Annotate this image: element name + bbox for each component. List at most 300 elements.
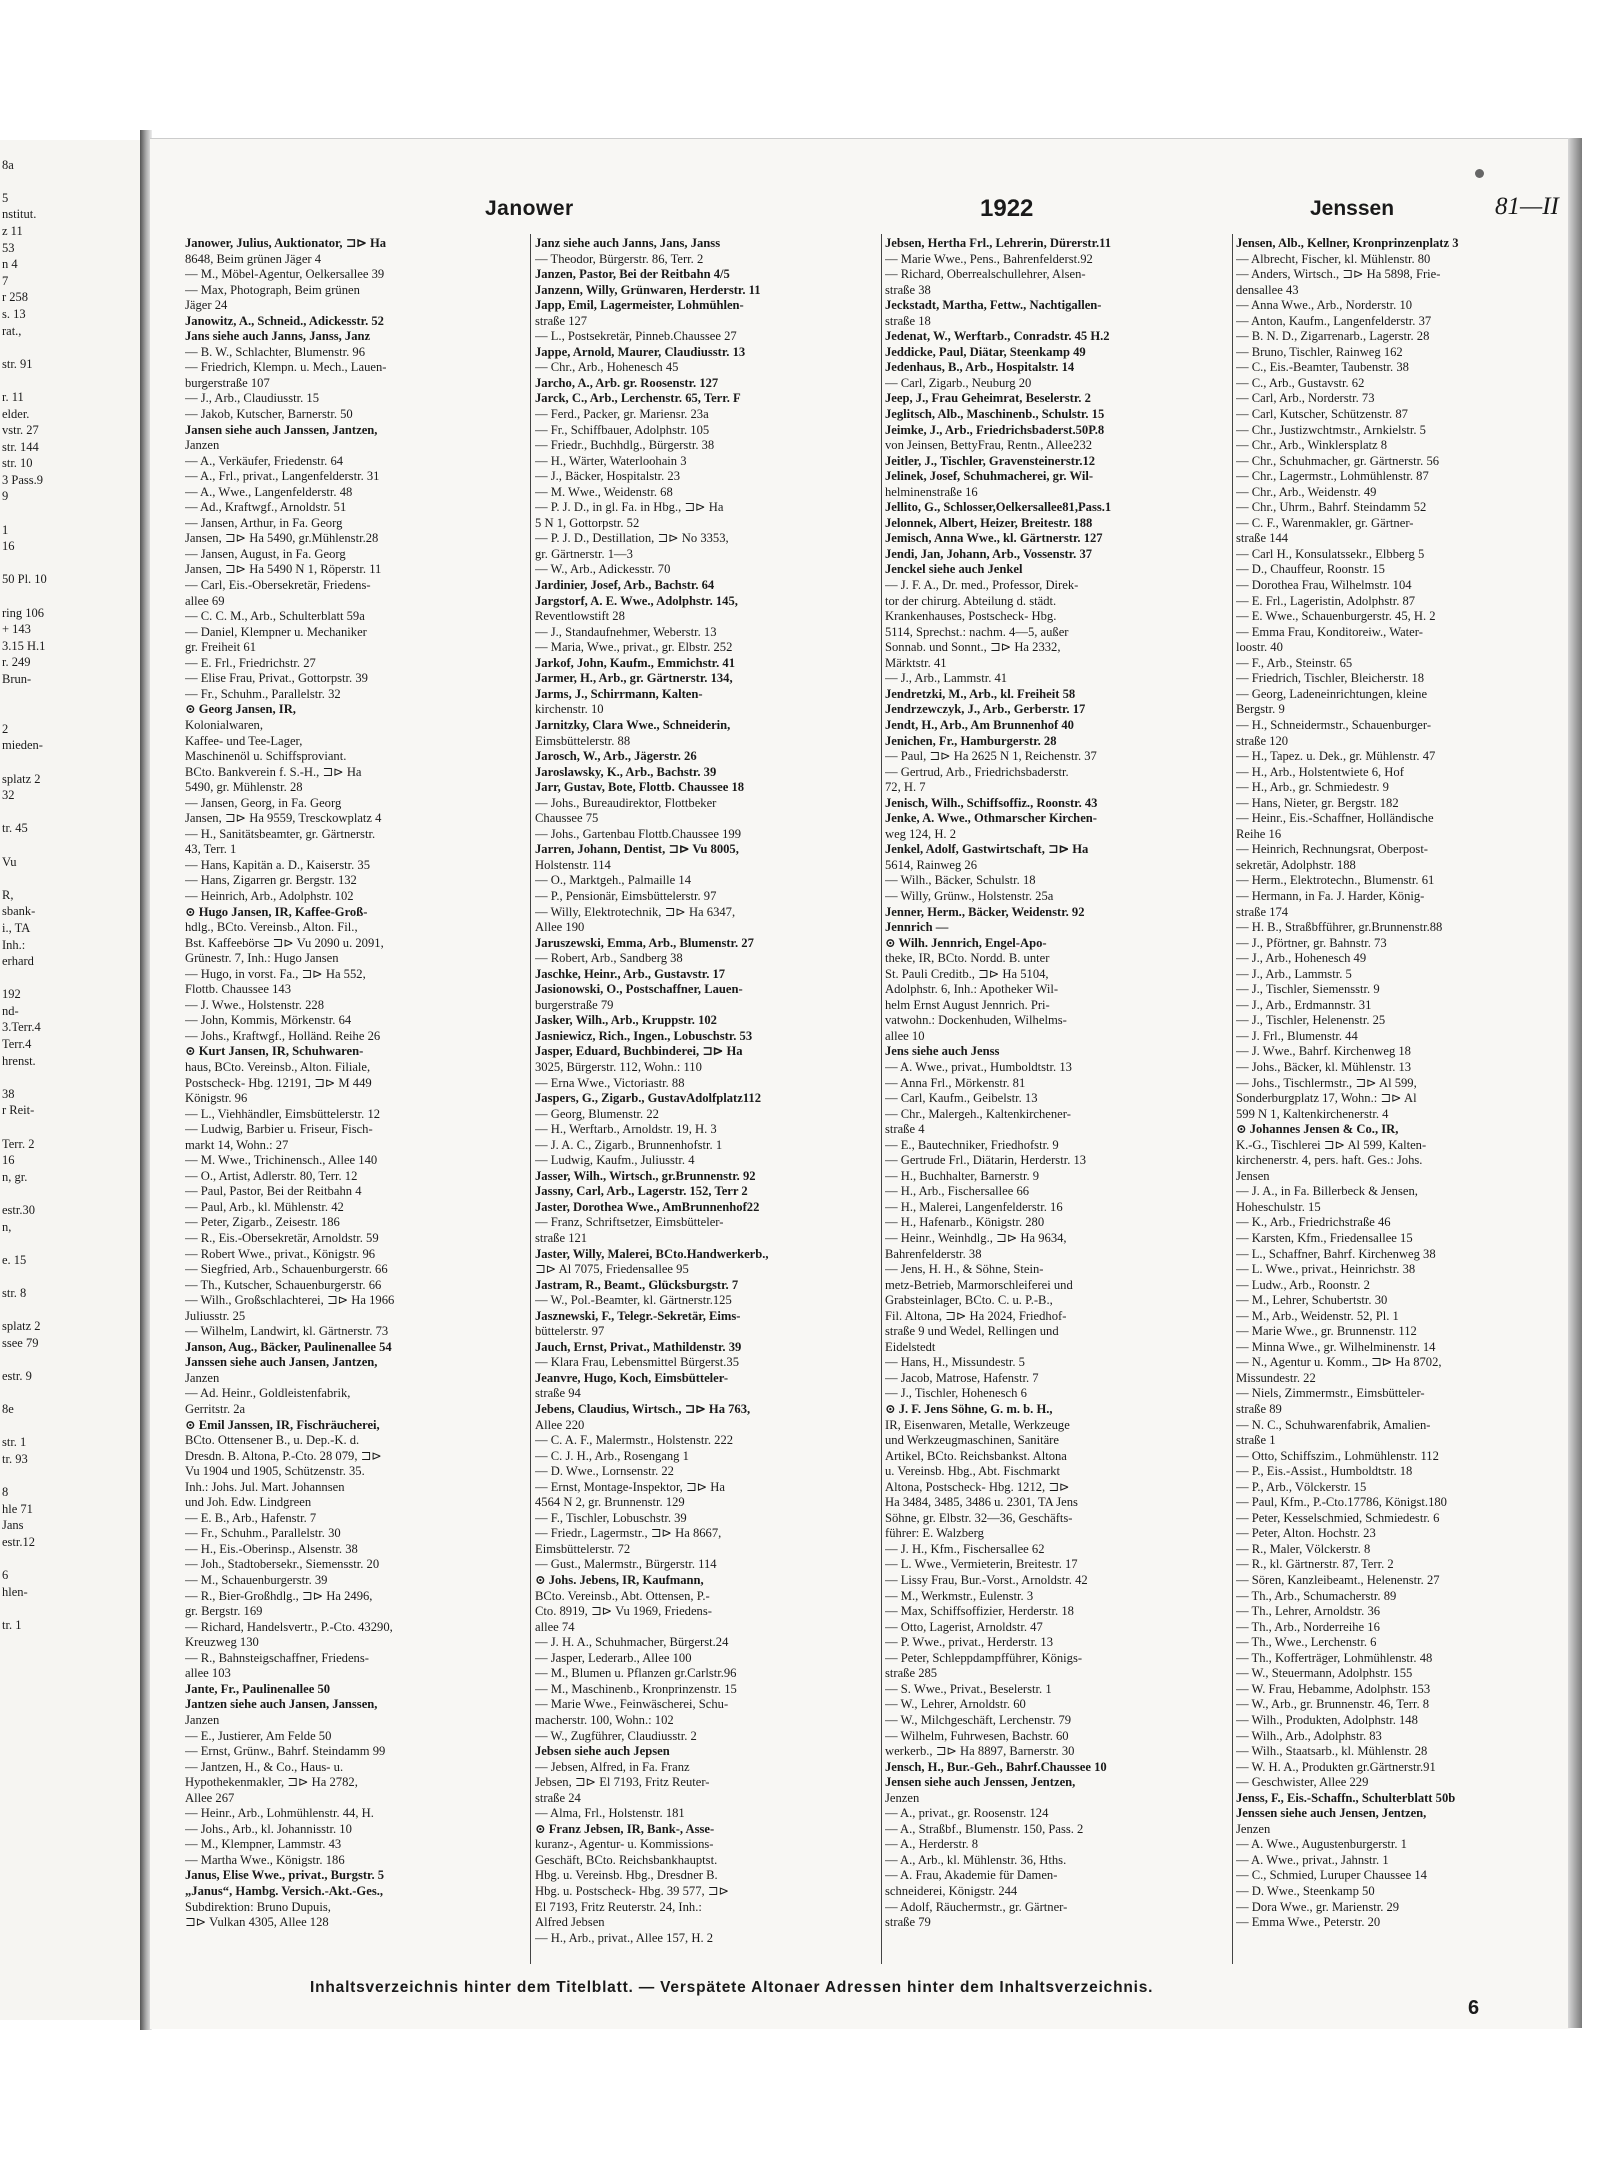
directory-entry-line: — J., Tischler, Hohenesch 6 bbox=[885, 1386, 1027, 1401]
left-fragment-line: Brun- bbox=[2, 672, 32, 686]
directory-entry-line: Jenkel, Adolf, Gastwirtschaft, ⊐⊳ Ha bbox=[885, 842, 1089, 857]
directory-entry-line: Ha 3484, 3485, 3486 u. 2301, TA Jens bbox=[885, 1495, 1078, 1510]
directory-entry-line: Jelonnek, Albert, Heizer, Breitestr. 188 bbox=[885, 515, 1093, 530]
directory-entry-line: — J., Arb., Erdmannstr. 31 bbox=[1236, 997, 1372, 1012]
directory-entry-line: Jappe, Arnold, Maurer, Claudiusstr. 13 bbox=[535, 344, 746, 359]
directory-entry-line: — N., Agentur u. Komm., ⊐⊳ Ha 8702, bbox=[1236, 1355, 1442, 1370]
directory-entry-line: — Marie Wwe., Pens., Bahrenfelderst.92 bbox=[885, 251, 1093, 266]
directory-entry-line: — M. Wwe., Trichinensch., Allee 140 bbox=[185, 1153, 378, 1168]
directory-entry-line: — O., Artist, Adlerstr. 80, Terr. 12 bbox=[185, 1168, 358, 1183]
directory-entry-line: Jebsen, ⊐⊳ El 7193, Fritz Reuter- bbox=[535, 1775, 710, 1790]
directory-entry-line: — Hans, H., Missundestr. 5 bbox=[885, 1355, 1025, 1370]
directory-entry-line: BCto. Ottensener B., u. Dep.-K. d. bbox=[185, 1433, 360, 1448]
directory-entry-line: — Johs., Arb., kl. Johannisstr. 10 bbox=[185, 1821, 352, 1836]
directory-entry-line: — Fr., Schuhm., Parallelstr. 30 bbox=[185, 1526, 341, 1541]
directory-entry-line: straße 1 bbox=[1236, 1433, 1276, 1448]
left-fragment-line: i., TA bbox=[2, 920, 31, 935]
directory-entry-line: Gerritstr. 2a bbox=[185, 1402, 246, 1417]
directory-entry-line: Allee 220 bbox=[535, 1417, 585, 1432]
left-fragment-line bbox=[0, 870, 140, 887]
left-fragment-line: str. 1 bbox=[2, 1435, 27, 1450]
directory-entry-line: — W., Arb., Adickesstr. 70 bbox=[535, 562, 671, 577]
directory-entry-line: Jensen bbox=[1236, 1168, 1270, 1183]
directory-entry-line: — A., Verkäufer, Friedenstr. 64 bbox=[185, 453, 344, 468]
directory-entry-line: Janzen bbox=[185, 1370, 220, 1385]
directory-entry-line: Kaffee- und Tee-Lager, bbox=[185, 733, 303, 748]
directory-entry-line: — Wilh., Arb., Adolphstr. 83 bbox=[1236, 1728, 1382, 1743]
directory-entry-line: — Heinrich, Rechnungsrat, Oberpost- bbox=[1236, 842, 1429, 857]
directory-entry-line: — Hans, Kapitän a. D., Kaiserstr. 35 bbox=[185, 857, 371, 872]
left-fragment-line: hle 71 bbox=[2, 1501, 33, 1516]
directory-entry-line: Jendrzewczyk, J., Arb., Gerberstr. 17 bbox=[885, 702, 1086, 717]
left-fragment-line: tr. 1 bbox=[2, 1617, 22, 1632]
directory-entry-line: ⊙ Georg Jansen, IR, bbox=[185, 702, 296, 717]
directory-entry-line: — Jakob, Kutscher, Barnerstr. 50 bbox=[185, 407, 353, 422]
directory-entry-line: — Jacob, Matrose, Hafenstr. 7 bbox=[885, 1370, 1039, 1385]
directory-entry-line: ⊙ Wilh. Jennrich, Engel-Apo- bbox=[885, 935, 1047, 950]
directory-entry-line: 4564 N 2, gr. Brunnenstr. 129 bbox=[535, 1495, 685, 1510]
directory-entry-line: — J. H., Kfm., Fischersallee 62 bbox=[885, 1541, 1045, 1556]
directory-entry-line: BCto. Bankverein f. S.-H., ⊐⊳ Ha bbox=[185, 764, 362, 779]
directory-entry-line: Jedenhaus, B., Arb., Hospitalstr. 14 bbox=[885, 360, 1075, 375]
directory-entry-line: theke, IR, BCto. Nordd. B. unter bbox=[885, 951, 1050, 966]
directory-entry-line: Jarms, J., Schirrmann, Kalten- bbox=[535, 686, 703, 701]
left-fragment-line: R, bbox=[2, 887, 14, 902]
directory-entry-line: straße 174 bbox=[1236, 904, 1289, 919]
directory-entry-line: Jaruszewski, Emma, Arb., Blumenstr. 27 bbox=[535, 935, 754, 950]
left-fragment-line: r Reit- bbox=[2, 1103, 35, 1118]
directory-entry-line: „Janus“, Hambg. Versich.-Akt.-Ges., bbox=[185, 1883, 384, 1898]
left-fragment-line: 3.15 H.1 bbox=[2, 638, 46, 653]
left-fragment-line: hlen- bbox=[2, 1584, 28, 1599]
directory-entry-line: Janzen bbox=[185, 1712, 220, 1727]
directory-entry-line: — Th., Wwe., Lerchenstr. 6 bbox=[1236, 1635, 1377, 1650]
header-right-keyword: Jenssen bbox=[1310, 197, 1395, 220]
footer-note: Inhaltsverzeichnis hinter dem Titelblatt. — Verspätete Altonaer Adressen hinter dem Inhaltsverzeichnis. bbox=[310, 1979, 1154, 1996]
directory-entry-line: — Johs., Bureaudirektor, Flottbeker bbox=[535, 795, 717, 810]
directory-entry-line: — A. Wwe., Augustenburgerstr. 1 bbox=[1236, 1837, 1407, 1852]
directory-entry-line: — J., Standaufnehmer, Weberstr. 13 bbox=[535, 624, 717, 639]
directory-entry-line: — E. Wwe., Schauenburgerstr. 45, H. 2 bbox=[1236, 609, 1436, 624]
left-fragment-line: 53 bbox=[2, 240, 15, 255]
directory-entry-line: — Th., Kofferträger, Lohmühlenstr. 48 bbox=[1236, 1650, 1433, 1665]
directory-entry-line: ⊐⊳ Al 7075, Friedensallee 95 bbox=[535, 1262, 689, 1277]
directory-entry-line: allee 103 bbox=[185, 1666, 231, 1681]
directory-entry-line: — Friedr., Lagermstr., ⊐⊳ Ha 8667, bbox=[535, 1526, 722, 1541]
directory-entry-line: — Emma Wwe., Peterstr. 20 bbox=[1236, 1915, 1381, 1930]
directory-entry-line: Jebens, Claudius, Wirtsch., ⊐⊳ Ha 763, bbox=[535, 1402, 751, 1417]
directory-entry-line: — H., Arb., Fischersallee 66 bbox=[885, 1184, 1030, 1199]
left-fragment-line: sbank- bbox=[2, 904, 36, 919]
directory-entry-line: macherstr. 100, Wohn.: 102 bbox=[535, 1712, 674, 1727]
directory-entry-line: — C. A. F., Malermstr., Holstenstr. 222 bbox=[535, 1433, 734, 1448]
left-fragment-line bbox=[0, 837, 140, 854]
left-fragment-line: elder. bbox=[2, 406, 30, 421]
directory-entry-line: — Georg, Blumenstr. 22 bbox=[535, 1106, 659, 1121]
left-fragment-line: 1 bbox=[2, 522, 9, 537]
directory-entry-line: — Sören, Kanzleibeamt., Helenenstr. 27 bbox=[1236, 1573, 1440, 1588]
directory-entry-line: — Fr., Schuhm., Parallelstr. 32 bbox=[185, 686, 341, 701]
directory-entry-line: straße 89 bbox=[1236, 1402, 1282, 1417]
directory-entry-line: Jeddicke, Paul, Diätar, Steenkamp 49 bbox=[885, 344, 1086, 359]
directory-entry-line: burgerstraße 107 bbox=[185, 375, 270, 390]
page-edge bbox=[1568, 138, 1582, 2028]
directory-entry-line: densallee 43 bbox=[1236, 282, 1299, 297]
directory-entry-line: Jensch, H., Bur.-Geh., Bahrf.Chaussee 10 bbox=[885, 1759, 1107, 1774]
directory-entry-line: Jendi, Jan, Johann, Arb., Vossenstr. 37 bbox=[885, 546, 1093, 561]
directory-entry-line: — Heinr., Eis.-Schaffner, Holländische bbox=[1236, 811, 1434, 826]
directory-entry-line: — Joh., Stadtobersekr., Siemensstr. 20 bbox=[185, 1557, 380, 1572]
directory-entry-line: — A., Frl., privat., Langenfelderstr. 31 bbox=[185, 469, 380, 484]
left-fragment-line: s. 13 bbox=[2, 306, 26, 321]
directory-entry-line: — Heinr., Weinhdlg., ⊐⊳ Ha 9634, bbox=[885, 1231, 1067, 1245]
directory-entry-line: — W., Arb., gr. Brunnenstr. 46, Terr. 8 bbox=[1236, 1697, 1430, 1712]
directory-entry-line: Jastram, R., Beamt., Glücksburgstr. 7 bbox=[535, 1277, 739, 1292]
directory-entry-line: sekretär, Adolphstr. 188 bbox=[1236, 857, 1356, 872]
directory-entry-line: — A. Wwe., privat., Humboldtstr. 13 bbox=[885, 1059, 1072, 1074]
directory-entry-line: — W. H. A., Produkten gr.Gärtnerstr.91 bbox=[1236, 1759, 1436, 1774]
directory-entry-line: Janson, Aug., Bäcker, Paulinenallee 54 bbox=[185, 1339, 392, 1354]
directory-entry-line: Jansen, ⊐⊳ Ha 9559, Tresckowplatz 4 bbox=[185, 811, 382, 826]
directory-entry-line: Jarcho, A., Arb. gr. Roosenstr. 127 bbox=[535, 375, 719, 390]
directory-entry-line: — Klara Frau, Lebensmittel Bürgerst.35 bbox=[535, 1355, 740, 1370]
directory-entry-line: — C. F., Warenmakler, gr. Gärtner- bbox=[1236, 515, 1414, 530]
directory-entry-line: Chaussee 75 bbox=[535, 811, 599, 826]
directory-entry-line: Janzen bbox=[185, 438, 220, 453]
left-fragment-line: mieden- bbox=[2, 738, 43, 753]
directory-entry-line: — E. B., Arb., Hafenstr. 7 bbox=[185, 1510, 317, 1525]
directory-entry-line: Janus, Elise Wwe., privat., Burgstr. 5 bbox=[185, 1868, 385, 1883]
left-fragment-line: r. 11 bbox=[2, 389, 24, 404]
directory-entry-line: Krankenhauses, Postscheck- Hbg. bbox=[885, 609, 1057, 624]
directory-entry-line: — W., Milchgeschäft, Lerchenstr. 79 bbox=[885, 1712, 1072, 1727]
directory-entry-line: Sonnab. und Sonnt., ⊐⊳ Ha 2332, bbox=[885, 640, 1061, 655]
directory-entry-line: — Elise Frau, Privat., Gottorpstr. 39 bbox=[185, 671, 368, 686]
directory-entry-line: — Karsten, Kfm., Friedensallee 15 bbox=[1236, 1231, 1413, 1245]
left-fragment-line: 32 bbox=[2, 788, 15, 803]
directory-entry-line: Cto. 8919, ⊐⊳ Vu 1969, Friedens- bbox=[535, 1604, 712, 1619]
directory-entry-line: — Alma, Frl., Holstenstr. 181 bbox=[535, 1806, 685, 1821]
directory-entry-line: — W., Steuermann, Adolphstr. 155 bbox=[1236, 1666, 1413, 1681]
directory-entry-line: — Th., Kutscher, Schauenburgerstr. 66 bbox=[185, 1277, 382, 1292]
directory-entry-line: — Jansen, Georg, in Fa. Georg bbox=[185, 795, 342, 810]
directory-entry-line: — M., Lehrer, Schubertstr. 30 bbox=[1236, 1293, 1388, 1308]
directory-entry-line: Hoheschulstr. 15 bbox=[1236, 1199, 1321, 1214]
directory-entry-line: — A., Arb., kl. Mühlenstr. 36, Hths. bbox=[885, 1852, 1067, 1867]
directory-entry-line: — W., Zugführer, Claudiusstr. 2 bbox=[535, 1728, 697, 1743]
directory-entry-line: straße 38 bbox=[885, 282, 931, 297]
left-fragment-line: estr.12 bbox=[2, 1534, 35, 1549]
left-fragment-line: 38 bbox=[2, 1086, 15, 1101]
directory-entry-line: straße 285 bbox=[885, 1666, 938, 1681]
directory-entry-line: — F., Tischler, Lobuschstr. 39 bbox=[535, 1510, 687, 1525]
left-fragment-line: 3.Terr.4 bbox=[2, 1020, 41, 1035]
directory-entry-line: — H., Arb., Holstentwiete 6, Hof bbox=[1236, 764, 1404, 779]
directory-entry-line: Dresdn. B. Altona, P.-Cto. 28 079, ⊐⊳ bbox=[185, 1448, 382, 1463]
directory-entry-line: — L., Viehhändler, Eimsbüttelerstr. 12 bbox=[185, 1106, 381, 1121]
directory-page bbox=[150, 138, 1570, 2029]
directory-entry-line: ⊙ Johannes Jensen & Co., IR, bbox=[1236, 1122, 1399, 1137]
directory-entry-line: Jardinier, Josef, Arb., Bachstr. 64 bbox=[535, 578, 715, 593]
sheet-number: 6 bbox=[1468, 1997, 1480, 2019]
directory-entry-line: gr. Gärtnerstr. 1—3 bbox=[535, 546, 633, 561]
directory-entry-line: — H., Arb., gr. Schmiedestr. 9 bbox=[1236, 780, 1389, 795]
directory-entry-line: — Richard, Oberrealschullehrer, Alsen- bbox=[885, 267, 1086, 282]
left-fragment-line bbox=[0, 704, 140, 721]
directory-entry-line: Jeep, J., Frau Geheimrat, Beselerstr. 2 bbox=[885, 391, 1091, 406]
directory-entry-line: Juliusstr. 25 bbox=[185, 1308, 246, 1323]
directory-entry-line: hdlg., BCto. Vereinsb., Alton. Fil., bbox=[185, 920, 358, 935]
directory-entry-line: — Peter, Alton. Hochstr. 23 bbox=[1236, 1526, 1376, 1541]
directory-entry-line: — Willy, Elektrotechnik, ⊐⊳ Ha 6347, bbox=[535, 904, 736, 919]
header-page-number: 81—II bbox=[1495, 193, 1559, 220]
directory-entry-line: — M., Blumen u. Pflanzen gr.Carlstr.96 bbox=[535, 1666, 737, 1681]
directory-entry-line: Jellito, G., Schlosser,Oelkersallee81,Pass.1 bbox=[885, 500, 1112, 515]
directory-entry-line: — Anna Wwe., Arb., Norderstr. 10 bbox=[1236, 298, 1413, 313]
left-fragment-line bbox=[0, 1268, 140, 1285]
directory-entry-line: — L. Wwe., Vermieterin, Breitestr. 17 bbox=[885, 1557, 1078, 1572]
directory-entry-line: Altona, Postscheck- Hbg. 1212, ⊐⊳ bbox=[885, 1479, 1070, 1494]
directory-entry-line: — E., Justierer, Am Felde 50 bbox=[185, 1728, 332, 1743]
directory-entry-line: — A. Wwe., privat., Jahnstr. 1 bbox=[1236, 1852, 1389, 1867]
column-1 bbox=[185, 236, 525, 1976]
directory-entry-line: — Anna Frl., Mörkenstr. 81 bbox=[885, 1075, 1026, 1090]
left-fragment-line: splatz 2 bbox=[2, 1319, 41, 1334]
directory-entry-line: — Jebsen, Alfred, in Fa. Franz bbox=[535, 1759, 690, 1774]
directory-entry-line: und Joh. Edw. Lindgreen bbox=[185, 1495, 312, 1510]
directory-entry-line: Jensen siehe auch Jenssen, Jentzen, bbox=[885, 1775, 1076, 1790]
directory-entry-line: — R., Eis.-Obersekretär, Arnoldstr. 59 bbox=[185, 1231, 379, 1245]
directory-entry-line: Jenss, F., Eis.-Schaffn., Schulterblatt 50b bbox=[1236, 1790, 1456, 1805]
left-fragment-line: Terr. 2 bbox=[2, 1136, 35, 1151]
left-fragment-line: ring 106 bbox=[2, 605, 45, 620]
directory-entry-line: — Heinr., Arb., Lohmühlenstr. 44, H. bbox=[185, 1806, 374, 1821]
directory-entry-line: — J., Tischler, Helenenstr. 25 bbox=[1236, 1013, 1386, 1028]
directory-entry-line: Janz siehe auch Janns, Jans, Janss bbox=[535, 236, 721, 250]
directory-entry-line: Allee 267 bbox=[185, 1790, 235, 1805]
directory-entry-line: straße 127 bbox=[535, 313, 588, 328]
directory-entry-line: — L. Wwe., privat., Heinrichstr. 38 bbox=[1236, 1262, 1416, 1277]
directory-entry-line: — Paul, Kfm., P.-Cto.17786, Königst.180 bbox=[1236, 1495, 1447, 1510]
directory-entry-line: — L., Schaffner, Bahrf. Kirchenweg 38 bbox=[1236, 1246, 1436, 1261]
directory-entry-line: ⊐⊳ Vulkan 4305, Allee 128 bbox=[185, 1915, 329, 1930]
directory-entry-line: — W. Frau, Hebamme, Adolphstr. 153 bbox=[1236, 1681, 1431, 1696]
left-fragment-line: estr. 9 bbox=[2, 1368, 32, 1383]
left-fragment-line: 16 bbox=[2, 1153, 15, 1168]
directory-entry-line: Janzen, Pastor, Bei der Reitbahn 4/5 bbox=[535, 267, 730, 282]
directory-entry-line: — Albrecht, Fischer, kl. Mühlenstr. 80 bbox=[1236, 251, 1431, 266]
directory-entry-line: — H., Malerei, Langenfelderstr. 16 bbox=[885, 1199, 1063, 1214]
directory-entry-line: helminenstraße 16 bbox=[885, 484, 978, 499]
directory-entry-line: allee 74 bbox=[535, 1619, 575, 1634]
directory-entry-line: straße 94 bbox=[535, 1386, 581, 1401]
directory-entry-line: gr. Freiheit 61 bbox=[185, 640, 257, 655]
directory-entry-line: Jasionowski, O., Postschaffner, Lauen- bbox=[535, 982, 743, 997]
directory-entry-line: — H., Wärter, Waterloohain 3 bbox=[535, 453, 687, 468]
directory-entry-line: Jenner, Herm., Bäcker, Weidenstr. 92 bbox=[885, 904, 1085, 919]
directory-entry-line: — Ludwig, Kaufm., Juliusstr. 4 bbox=[535, 1153, 695, 1168]
directory-entry-line: Artikel, BCto. Reichsbankst. Altona bbox=[885, 1448, 1067, 1463]
directory-entry-line: — John, Kommis, Mörkenstr. 64 bbox=[185, 1013, 352, 1028]
directory-entry-line: — Adolf, Räuchermstr., gr. Gärtner- bbox=[885, 1899, 1068, 1914]
directory-entry-line: Inh.: Johs. Jul. Mart. Johannsen bbox=[185, 1479, 345, 1494]
directory-entry-line: — Dorothea Frau, Wilhelmstr. 104 bbox=[1236, 578, 1412, 593]
left-fragment-line: 7 bbox=[2, 273, 9, 288]
directory-entry-line: Jedenat, W., Werftarb., Conradstr. 45 H.2 bbox=[885, 329, 1110, 344]
directory-entry-line: — R., Bahnsteigschaffner, Friedens- bbox=[185, 1650, 369, 1665]
directory-entry-line: Jelinek, Josef, Schuhmacherei, gr. Wil- bbox=[885, 469, 1094, 484]
directory-entry-line: — D. Wwe., Steenkamp 50 bbox=[1236, 1883, 1375, 1898]
directory-entry-line: Jasznewski, F., Telegr.-Sekretär, Eims- bbox=[535, 1308, 741, 1323]
directory-entry-line: Jassny, Carl, Arb., Lagerstr. 152, Terr 2 bbox=[535, 1184, 748, 1199]
directory-entry-line: Bst. Kaffeebörse ⊐⊳ Vu 2090 u. 2091, bbox=[185, 935, 384, 950]
directory-entry-line: — Paul, Pastor, Bei der Reitbahn 4 bbox=[185, 1184, 362, 1199]
directory-entry-line: — Jasper, Lederarb., Allee 100 bbox=[535, 1650, 692, 1665]
directory-entry-line: — Wilh., Bäcker, Schulstr. 18 bbox=[885, 873, 1036, 888]
directory-entry-line: Jemisch, Anna Wwe., kl. Gärtnerstr. 127 bbox=[885, 531, 1103, 546]
directory-entry-line: Jeitler, J., Tischler, Gravensteinerstr.12 bbox=[885, 453, 1096, 468]
directory-entry-line: — A., Straßbf., Blumenstr. 150, Pass. 2 bbox=[885, 1821, 1084, 1836]
directory-entry-line: — W., Lehrer, Arnoldstr. 60 bbox=[885, 1697, 1026, 1712]
directory-entry-line: — E. Frl., Lageristin, Adolphstr. 87 bbox=[1236, 593, 1416, 608]
directory-entry-line: — M. Wwe., Weidenstr. 68 bbox=[535, 484, 673, 499]
directory-entry-line: Jebsen siehe auch Jepsen bbox=[535, 1744, 670, 1759]
directory-entry-line: — H., Arb., privat., Allee 157, H. 2 bbox=[535, 1930, 714, 1945]
left-fragment-line: erhard bbox=[2, 954, 34, 969]
left-fragment-line: tr. 45 bbox=[2, 821, 28, 836]
directory-entry-line: straße 144 bbox=[1236, 531, 1289, 546]
directory-entry-line: tor der chirurg. Abteilung d. städt. bbox=[885, 593, 1057, 608]
header-year: 1922 bbox=[980, 195, 1034, 222]
directory-entry-line: Jasniewicz, Rich., Ingen., Lobuschstr. 53 bbox=[535, 1028, 753, 1043]
left-fragment-line: n, gr. bbox=[2, 1169, 28, 1184]
directory-entry-line: Königstr. 96 bbox=[185, 1091, 248, 1106]
directory-entry-line: metz-Betrieb, Marmorschleiferei und bbox=[885, 1277, 1073, 1292]
directory-entry-line: — Chr., Lagermstr., Lohmühlenstr. 87 bbox=[1236, 469, 1429, 484]
left-fragment-line bbox=[0, 1235, 140, 1252]
directory-entry-line: — Ernst, Montage-Inspektor, ⊐⊳ Ha bbox=[535, 1479, 725, 1494]
directory-entry-line: straße 79 bbox=[885, 1915, 931, 1930]
directory-entry-line: Janowitz, A., Schneid., Adickesstr. 52 bbox=[185, 313, 384, 328]
left-fragment-line bbox=[0, 1351, 140, 1368]
directory-entry-line: ⊙ Hugo Jansen, IR, Kaffee-Groß- bbox=[185, 904, 368, 919]
page-header bbox=[150, 193, 1570, 227]
directory-entry-line: — Carl, Arb., Norderstr. 73 bbox=[1236, 391, 1375, 406]
left-fragment-line: 8 bbox=[2, 1485, 9, 1500]
directory-entry-line: — Erna Wwe., Victoriastr. 88 bbox=[535, 1075, 685, 1090]
directory-entry-line: allee 69 bbox=[185, 593, 225, 608]
directory-entry-line: 3025, Bürgerstr. 112, Wohn.: 110 bbox=[535, 1059, 702, 1074]
directory-entry-line: — Richard, Handelsvertr., P.-Cto. 43290, bbox=[185, 1619, 393, 1634]
directory-entry-line: — Hans, Nieter, gr. Bergstr. 182 bbox=[1236, 795, 1399, 810]
directory-entry-line: — J. H. A., Schuhmacher, Bürgerst.24 bbox=[535, 1635, 729, 1650]
directory-entry-line: Bahrenfelderstr. 38 bbox=[885, 1246, 982, 1261]
directory-entry-line: — H., Sanitätsbeamter, gr. Gärtnerstr. bbox=[185, 826, 376, 841]
directory-entry-line: — H., Buchhalter, Barnerstr. 9 bbox=[885, 1168, 1040, 1183]
directory-entry-line: — Anders, Wirtsch., ⊐⊳ Ha 5898, Frie- bbox=[1236, 267, 1441, 282]
left-fragment-line: str. 8 bbox=[2, 1285, 27, 1300]
directory-entry-line: schneiderei, Königstr. 244 bbox=[885, 1883, 1018, 1898]
directory-entry-line: — J., Arb., Hohenesch 49 bbox=[1236, 951, 1367, 966]
directory-entry-line: — O., Marktgeh., Palmaille 14 bbox=[535, 873, 691, 888]
directory-entry-line: — Jansen, Arthur, in Fa. Georg bbox=[185, 515, 343, 530]
directory-entry-line: — Ludw., Arb., Roonstr. 2 bbox=[1236, 1277, 1370, 1292]
directory-entry-line: Jeanvre, Hugo, Koch, Eimsbütteler- bbox=[535, 1370, 729, 1385]
directory-entry-line: Jenzen bbox=[885, 1790, 920, 1805]
left-fragment-line: ssee 79 bbox=[2, 1335, 39, 1350]
directory-entry-line: Jenisch, Wilh., Schiffsoffiz., Roonstr. 43 bbox=[885, 795, 1098, 810]
directory-entry-line: Jenssen siehe auch Jensen, Jentzen, bbox=[1236, 1806, 1427, 1821]
directory-entry-line: — Lissy Frau, Bur.-Vorst., Arnoldstr. 42 bbox=[885, 1573, 1088, 1588]
directory-entry-line: — M., Möbel-Agentur, Oelkersallee 39 bbox=[185, 267, 385, 282]
directory-entry-line: — M., Maschinenb., Kronprinzenstr. 15 bbox=[535, 1681, 737, 1696]
directory-entry-line: Jasker, Wilh., Arb., Kruppstr. 102 bbox=[535, 1013, 717, 1028]
directory-entry-line: Hypothekenmakler, ⊐⊳ Ha 2782, bbox=[185, 1775, 358, 1790]
directory-entry-line: — Johs., Gartenbau Flottb.Chaussee 199 bbox=[535, 826, 742, 841]
directory-entry-line: — Friedr., Buchhdlg., Bürgerstr. 38 bbox=[535, 438, 715, 453]
directory-entry-line: Jauch, Ernst, Privat., Mathildenstr. 39 bbox=[535, 1339, 742, 1354]
directory-entry-line: Jaspers, G., Zigarb., GustavAdolfplatz112 bbox=[535, 1091, 762, 1106]
left-fragment-line bbox=[0, 588, 140, 605]
directory-entry-line: — Emma Frau, Konditoreiw., Water- bbox=[1236, 624, 1423, 639]
directory-entry-line: — Ad. Heinr., Goldleistenfabrik, bbox=[185, 1386, 351, 1401]
directory-entry-line: Hbg. u. Vereinsb. Hbg., Dresdner B. bbox=[535, 1868, 718, 1883]
directory-entry-line: Allee 190 bbox=[535, 920, 585, 935]
directory-entry-line: — A., Herderstr. 8 bbox=[885, 1837, 979, 1852]
directory-entry-line: — J., Arb., Claudiusstr. 15 bbox=[185, 391, 319, 406]
directory-entry-line: — Wilh., Großschlachterei, ⊐⊳ Ha 1966 bbox=[185, 1293, 395, 1308]
directory-entry-line: — Ernst, Grünw., Bahrf. Steindamm 99 bbox=[185, 1744, 386, 1759]
directory-entry-line: — W., Pol.-Beamter, kl. Gärtnerstr.125 bbox=[535, 1293, 732, 1308]
directory-entry-line: kirchenstr. 10 bbox=[535, 702, 604, 717]
directory-entry-line: — Gust., Malermstr., Bürgerstr. 114 bbox=[535, 1557, 717, 1572]
directory-entry-line: Postscheck- Hbg. 12191, ⊐⊳ M 449 bbox=[185, 1075, 372, 1090]
directory-entry-line: — K., Arb., Friedrichstraße 46 bbox=[1236, 1215, 1391, 1230]
directory-entry-line: ⊙ Franz Jebsen, IR, Bank-, Asse- bbox=[535, 1821, 715, 1836]
left-fragment-line bbox=[0, 555, 140, 572]
directory-entry-line: — J. Wwe., Holstenstr. 228 bbox=[185, 997, 324, 1012]
directory-entry-line: — Max, Photograph, Beim grünen bbox=[185, 282, 360, 297]
directory-entry-line: — Robert, Arb., Sandberg 38 bbox=[535, 951, 683, 966]
directory-entry-line: — B. W., Schlachter, Blumenstr. 96 bbox=[185, 344, 365, 359]
directory-entry-line: — Heinrich, Arb., Adolphstr. 102 bbox=[185, 888, 354, 903]
directory-entry-line: straße 18 bbox=[885, 313, 931, 328]
directory-entry-line: — P., Eis.-Assist., Humboldtstr. 18 bbox=[1236, 1464, 1413, 1479]
directory-entry-line: — Niels, Zimmermstr., Eimsbütteler- bbox=[1236, 1386, 1425, 1401]
left-fragment-line: 50 Pl. 10 bbox=[2, 572, 47, 587]
column-divider bbox=[881, 234, 882, 1964]
directory-entry-line: 599 N 1, Kaltenkirchenerstr. 4 bbox=[1236, 1106, 1389, 1121]
left-fragment-line: Jans bbox=[2, 1518, 24, 1533]
directory-entry-line: — Chr., Malergeh., Kaltenkirchener- bbox=[885, 1106, 1071, 1121]
directory-entry-line: — Chr., Uhrm., Bahrf. Steindamm 52 bbox=[1236, 500, 1427, 515]
left-fragment-line: tr. 93 bbox=[2, 1451, 28, 1466]
directory-entry-line: — P., Pensionär, Eimsbüttelerstr. 97 bbox=[535, 888, 717, 903]
directory-entry-line: Jaroslawsky, K., Arb., Bachstr. 39 bbox=[535, 764, 717, 779]
directory-entry-line: IR, Eisenwaren, Metalle, Werkzeuge bbox=[885, 1417, 1070, 1432]
directory-entry-line: — P. J. D., in gl. Fa. in Hbg., ⊐⊳ Ha bbox=[535, 500, 724, 515]
directory-entry-line: — Carl, Kaufm., Geibelstr. 13 bbox=[885, 1091, 1038, 1106]
directory-entry-line: — Chr., Arb., Winklersplatz 8 bbox=[1236, 438, 1388, 453]
directory-entry-line: Sonderburgplatz 17, Wohn.: ⊐⊳ Al bbox=[1236, 1091, 1417, 1106]
left-fragment-line: 6 bbox=[2, 1568, 9, 1583]
directory-entry-line: ⊙ Kurt Jansen, IR, Schuhwaren- bbox=[185, 1044, 364, 1059]
directory-entry-line: — Carl, Zigarb., Neuburg 20 bbox=[885, 375, 1032, 390]
directory-entry-line: — Daniel, Klempner u. Mechaniker bbox=[185, 624, 367, 639]
directory-entry-line: Jenzen bbox=[1236, 1821, 1271, 1836]
directory-entry-line: — Ludwig, Barbier u. Friseur, Fisch- bbox=[185, 1122, 373, 1137]
directory-entry-line: weg 124, H. 2 bbox=[885, 826, 957, 841]
